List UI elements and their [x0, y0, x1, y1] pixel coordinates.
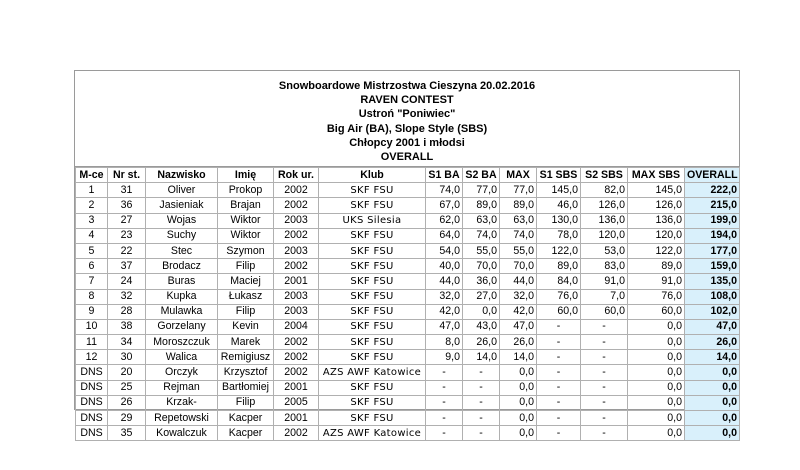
cell-start-number: 28 — [108, 304, 146, 319]
cell-s1-sbs: 122,0 — [537, 243, 581, 258]
cell-place: DNS — [76, 380, 108, 395]
cell-surname: Orczyk — [146, 365, 218, 380]
cell-birth-year: 2001 — [274, 274, 319, 289]
cell-overall: 0,0 — [685, 365, 740, 380]
cell-s2-ba: 14,0 — [463, 350, 500, 365]
table-row — [76, 259, 740, 274]
cell-s2-ba: 63,0 — [463, 213, 500, 228]
cell-max-ba: 0,0 — [500, 365, 537, 380]
cell-s1-ba: - — [426, 395, 463, 410]
table-header-row — [76, 168, 740, 183]
cell-club: SKF FSU — [319, 411, 426, 426]
cell-first-name: Marek — [218, 335, 274, 350]
cell-start-number: 35 — [108, 426, 146, 441]
cell-s2-sbs: 136,0 — [581, 213, 628, 228]
cell-place: DNS — [76, 411, 108, 426]
cell-surname: Oliver — [146, 183, 218, 198]
cell-s1-ba: 67,0 — [426, 198, 463, 213]
table-row — [76, 350, 740, 365]
cell-s1-ba: 8,0 — [426, 335, 463, 350]
cell-s2-sbs: 126,0 — [581, 198, 628, 213]
cell-start-number: 22 — [108, 243, 146, 258]
cell-place: 8 — [76, 289, 108, 304]
cell-s1-ba: 32,0 — [426, 289, 463, 304]
cell-surname: Kupka — [146, 289, 218, 304]
cell-max-sbs: 120,0 — [628, 228, 685, 243]
cell-overall: 0,0 — [685, 380, 740, 395]
cell-overall: 159,0 — [685, 259, 740, 274]
cell-s2-sbs: - — [581, 426, 628, 441]
cell-s1-ba: 40,0 — [426, 259, 463, 274]
cell-s2-sbs: 120,0 — [581, 228, 628, 243]
cell-s1-ba: 74,0 — [426, 183, 463, 198]
cell-s2-sbs: - — [581, 380, 628, 395]
cell-start-number: 24 — [108, 274, 146, 289]
cell-s2-ba: 0,0 — [463, 304, 500, 319]
cell-place: 5 — [76, 243, 108, 258]
cell-max-ba: 70,0 — [500, 259, 537, 274]
cell-s1-sbs: 84,0 — [537, 274, 581, 289]
cell-place: 3 — [76, 213, 108, 228]
cell-overall: 199,0 — [685, 213, 740, 228]
event-title: Snowboardowe Mistrzostwa Cieszyna 20.02.2016 — [278, 80, 536, 92]
venue: Ustroń "Poniwiec" — [358, 108, 456, 121]
table-row — [76, 228, 740, 243]
cell-s2-ba: 74,0 — [463, 228, 500, 243]
cell-max-ba: 32,0 — [500, 289, 537, 304]
cell-max-sbs: 76,0 — [628, 289, 685, 304]
cell-birth-year: 2001 — [274, 411, 319, 426]
cell-birth-year: 2002 — [274, 426, 319, 441]
cell-s1-ba: 42,0 — [426, 304, 463, 319]
cell-surname: Wojas — [146, 213, 218, 228]
cell-overall: 0,0 — [685, 395, 740, 410]
cell-max-sbs: 0,0 — [628, 335, 685, 350]
cell-s2-sbs: 83,0 — [581, 259, 628, 274]
cell-surname: Repetowski — [146, 411, 218, 426]
cell-max-ba: 0,0 — [500, 395, 537, 410]
cell-max-sbs: 136,0 — [628, 213, 685, 228]
cell-max-sbs: 0,0 — [628, 365, 685, 380]
cell-first-name: Krzysztof — [218, 365, 274, 380]
cell-club: SKF FSU — [319, 274, 426, 289]
cell-overall: 0,0 — [685, 426, 740, 441]
table-row — [76, 411, 740, 426]
cell-birth-year: 2002 — [274, 198, 319, 213]
cell-s2-ba: - — [463, 380, 500, 395]
cell-place: 1 — [76, 183, 108, 198]
cell-start-number: 25 — [108, 380, 146, 395]
cell-max-ba: 0,0 — [500, 426, 537, 441]
cell-start-number: 26 — [108, 395, 146, 410]
cell-s1-sbs: 130,0 — [537, 213, 581, 228]
cell-overall: 47,0 — [685, 319, 740, 334]
cell-birth-year: 2002 — [274, 350, 319, 365]
cell-birth-year: 2003 — [274, 243, 319, 258]
cell-surname: Gorzelany — [146, 319, 218, 334]
cell-club: SKF FSU — [319, 198, 426, 213]
col-header-place: M-ce — [76, 168, 108, 183]
cell-s2-sbs: 7,0 — [581, 289, 628, 304]
col-header-start-number: Nr st. — [108, 168, 146, 183]
cell-overall: 26,0 — [685, 335, 740, 350]
cell-club: SKF FSU — [319, 395, 426, 410]
results-table — [75, 167, 740, 441]
cell-club: SKF FSU — [319, 304, 426, 319]
cell-s1-sbs: 60,0 — [537, 304, 581, 319]
cell-max-ba: 14,0 — [500, 350, 537, 365]
col-header-surname: Nazwisko — [146, 168, 218, 183]
cell-first-name: Kacper — [218, 411, 274, 426]
cell-start-number: 31 — [108, 183, 146, 198]
col-header-s2-ba: S2 BA — [463, 168, 500, 183]
cell-max-ba: 77,0 — [500, 183, 537, 198]
cell-max-sbs: 91,0 — [628, 274, 685, 289]
cell-place: 6 — [76, 259, 108, 274]
cell-s2-ba: 36,0 — [463, 274, 500, 289]
cell-s2-sbs: 53,0 — [581, 243, 628, 258]
cell-max-sbs: 89,0 — [628, 259, 685, 274]
cell-s1-ba: 44,0 — [426, 274, 463, 289]
col-header-max-ba: MAX — [500, 168, 537, 183]
cell-overall: 0,0 — [685, 411, 740, 426]
cell-club: SKF FSU — [319, 228, 426, 243]
col-header-first-name: Imię — [218, 168, 274, 183]
col-header-club: Klub — [319, 168, 426, 183]
cell-birth-year: 2002 — [274, 259, 319, 274]
cell-s2-sbs: 91,0 — [581, 274, 628, 289]
table-row — [76, 335, 740, 350]
cell-surname: Krzak- — [146, 395, 218, 410]
cell-place: DNS — [76, 426, 108, 441]
cell-s2-ba: - — [463, 426, 500, 441]
classification: OVERALL — [380, 151, 434, 164]
cell-birth-year: 2002 — [274, 335, 319, 350]
cell-surname: Moroszczuk — [146, 335, 218, 350]
cell-start-number: 27 — [108, 213, 146, 228]
cell-surname: Stec — [146, 243, 218, 258]
cell-s1-ba: - — [426, 426, 463, 441]
cell-club: AZS AWF Katowice — [319, 426, 426, 441]
cell-max-ba: 0,0 — [500, 411, 537, 426]
cell-max-ba: 63,0 — [500, 213, 537, 228]
cell-first-name: Filip — [218, 259, 274, 274]
cell-s2-sbs: - — [581, 395, 628, 410]
table-row — [76, 274, 740, 289]
cell-club: SKF FSU — [319, 335, 426, 350]
cell-place: 4 — [76, 228, 108, 243]
cell-birth-year: 2003 — [274, 304, 319, 319]
cell-club: SKF FSU — [319, 319, 426, 334]
disciplines: Big Air (BA), Slope Style (SBS) — [326, 122, 488, 135]
cell-club: SKF FSU — [319, 380, 426, 395]
cell-s2-ba: 26,0 — [463, 335, 500, 350]
col-header-s1-sbs: S1 SBS — [537, 168, 581, 183]
table-row — [76, 380, 740, 395]
table-row — [76, 243, 740, 258]
cell-s1-ba: - — [426, 365, 463, 380]
cell-place: DNS — [76, 365, 108, 380]
cell-start-number: 36 — [108, 198, 146, 213]
cell-surname: Brodacz — [146, 259, 218, 274]
cell-s2-sbs: 60,0 — [581, 304, 628, 319]
cell-s1-sbs: 46,0 — [537, 198, 581, 213]
cell-s1-ba: - — [426, 380, 463, 395]
cell-birth-year: 2002 — [274, 183, 319, 198]
cell-first-name: Maciej — [218, 274, 274, 289]
cell-s1-ba: 62,0 — [426, 213, 463, 228]
cell-s1-ba: 64,0 — [426, 228, 463, 243]
cell-s2-ba: - — [463, 395, 500, 410]
cell-overall: 194,0 — [685, 228, 740, 243]
cell-s1-sbs: 145,0 — [537, 183, 581, 198]
cell-overall: 215,0 — [685, 198, 740, 213]
cell-birth-year: 2004 — [274, 319, 319, 334]
cell-club: AZS AWF Katowice — [319, 365, 426, 380]
cell-s2-sbs: - — [581, 350, 628, 365]
cell-s2-ba: 43,0 — [463, 319, 500, 334]
cell-max-ba: 55,0 — [500, 243, 537, 258]
cell-club: UKS Silesia — [319, 213, 426, 228]
cell-s2-ba: - — [463, 365, 500, 380]
cell-s2-sbs: 82,0 — [581, 183, 628, 198]
table-row — [76, 198, 740, 213]
cell-max-ba: 47,0 — [500, 319, 537, 334]
cell-birth-year: 2003 — [274, 289, 319, 304]
cell-s1-sbs: - — [537, 426, 581, 441]
cell-first-name: Kacper — [218, 426, 274, 441]
cell-s1-ba: 9,0 — [426, 350, 463, 365]
cell-s2-ba: 70,0 — [463, 259, 500, 274]
cell-surname: Rejman — [146, 380, 218, 395]
cell-max-sbs: 60,0 — [628, 304, 685, 319]
cell-start-number: 30 — [108, 350, 146, 365]
cell-start-number: 34 — [108, 335, 146, 350]
cell-s2-ba: 77,0 — [463, 183, 500, 198]
cell-max-sbs: 122,0 — [628, 243, 685, 258]
cell-first-name: Łukasz — [218, 289, 274, 304]
table-row — [76, 426, 740, 441]
cell-s1-sbs: - — [537, 365, 581, 380]
cell-overall: 14,0 — [685, 350, 740, 365]
cell-max-sbs: 0,0 — [628, 411, 685, 426]
col-header-max-sbs: MAX SBS — [628, 168, 685, 183]
table-row — [76, 304, 740, 319]
cell-first-name: Brajan — [218, 198, 274, 213]
cell-max-sbs: 0,0 — [628, 426, 685, 441]
category: Chłopcy 2001 i młodsi — [349, 136, 465, 149]
cell-s1-sbs: - — [537, 335, 581, 350]
cell-s2-sbs: - — [581, 365, 628, 380]
cell-s2-ba: 27,0 — [463, 289, 500, 304]
cell-first-name: Kevin — [218, 319, 274, 334]
cell-club: SKF FSU — [319, 183, 426, 198]
cell-s1-ba: 47,0 — [426, 319, 463, 334]
cell-place: 11 — [76, 335, 108, 350]
results-header — [75, 71, 739, 167]
table-row — [76, 213, 740, 228]
cell-start-number: 29 — [108, 411, 146, 426]
cell-club: SKF FSU — [319, 259, 426, 274]
cell-s1-sbs: - — [537, 350, 581, 365]
cell-surname: Mulawka — [146, 304, 218, 319]
cell-start-number: 38 — [108, 319, 146, 334]
col-header-birth-year: Rok ur. — [274, 168, 319, 183]
cell-max-ba: 42,0 — [500, 304, 537, 319]
cell-club: SKF FSU — [319, 243, 426, 258]
cell-s1-sbs: 76,0 — [537, 289, 581, 304]
cell-s1-ba: 54,0 — [426, 243, 463, 258]
col-header-s1-ba: S1 BA — [426, 168, 463, 183]
cell-club: SKF FSU — [319, 289, 426, 304]
cell-first-name: Remigiusz — [218, 350, 274, 365]
cell-surname: Suchy — [146, 228, 218, 243]
table-row — [76, 395, 740, 410]
cell-s1-sbs: - — [537, 380, 581, 395]
table-row — [76, 365, 740, 380]
col-header-s2-sbs: S2 SBS — [581, 168, 628, 183]
contest-name: RAVEN CONTEST — [360, 94, 454, 107]
cell-first-name: Prokop — [218, 183, 274, 198]
cell-s1-ba: - — [426, 411, 463, 426]
cell-s2-sbs: - — [581, 411, 628, 426]
cell-s2-ba: 89,0 — [463, 198, 500, 213]
cell-s2-ba: 55,0 — [463, 243, 500, 258]
col-header-overall: OVERALL — [685, 168, 740, 183]
cell-max-sbs: 0,0 — [628, 380, 685, 395]
cell-surname: Kowalczuk — [146, 426, 218, 441]
cell-s2-sbs: - — [581, 319, 628, 334]
cell-start-number: 37 — [108, 259, 146, 274]
cell-surname: Buras — [146, 274, 218, 289]
cell-first-name: Wiktor — [218, 228, 274, 243]
cell-s1-sbs: 89,0 — [537, 259, 581, 274]
cell-max-sbs: 0,0 — [628, 395, 685, 410]
cell-s1-sbs: - — [537, 411, 581, 426]
cell-overall: 222,0 — [685, 183, 740, 198]
cell-birth-year: 2003 — [274, 213, 319, 228]
cell-start-number: 23 — [108, 228, 146, 243]
cell-place: 7 — [76, 274, 108, 289]
cell-max-ba: 26,0 — [500, 335, 537, 350]
cell-s1-sbs: 78,0 — [537, 228, 581, 243]
cell-overall: 108,0 — [685, 289, 740, 304]
cell-overall: 177,0 — [685, 243, 740, 258]
cell-place: 12 — [76, 350, 108, 365]
cell-place: DNS — [76, 395, 108, 410]
cell-max-sbs: 126,0 — [628, 198, 685, 213]
table-row — [76, 183, 740, 198]
cell-place: 10 — [76, 319, 108, 334]
cell-place: 9 — [76, 304, 108, 319]
cell-max-sbs: 0,0 — [628, 319, 685, 334]
cell-s1-sbs: - — [537, 319, 581, 334]
cell-max-sbs: 0,0 — [628, 350, 685, 365]
cell-max-ba: 44,0 — [500, 274, 537, 289]
cell-birth-year: 2005 — [274, 395, 319, 410]
results-sheet — [74, 70, 740, 439]
cell-s2-sbs: - — [581, 335, 628, 350]
cell-max-sbs: 145,0 — [628, 183, 685, 198]
cell-club: SKF FSU — [319, 350, 426, 365]
cell-birth-year: 2002 — [274, 228, 319, 243]
cell-start-number: 32 — [108, 289, 146, 304]
cell-overall: 135,0 — [685, 274, 740, 289]
cell-place: 2 — [76, 198, 108, 213]
cell-max-ba: 0,0 — [500, 380, 537, 395]
cell-overall: 102,0 — [685, 304, 740, 319]
cell-max-ba: 89,0 — [500, 198, 537, 213]
cell-start-number: 20 — [108, 365, 146, 380]
table-row — [76, 289, 740, 304]
cell-surname: Walica — [146, 350, 218, 365]
cell-birth-year: 2001 — [274, 380, 319, 395]
cell-first-name: Filip — [218, 304, 274, 319]
cell-first-name: Wiktor — [218, 213, 274, 228]
cell-s2-ba: - — [463, 411, 500, 426]
cell-first-name: Filip — [218, 395, 274, 410]
cell-birth-year: 2002 — [274, 365, 319, 380]
cell-max-ba: 74,0 — [500, 228, 537, 243]
cell-first-name: Bartłomiej — [218, 380, 274, 395]
cell-s1-sbs: - — [537, 395, 581, 410]
cell-first-name: Szymon — [218, 243, 274, 258]
table-row — [76, 319, 740, 334]
cell-surname: Jasieniak — [146, 198, 218, 213]
